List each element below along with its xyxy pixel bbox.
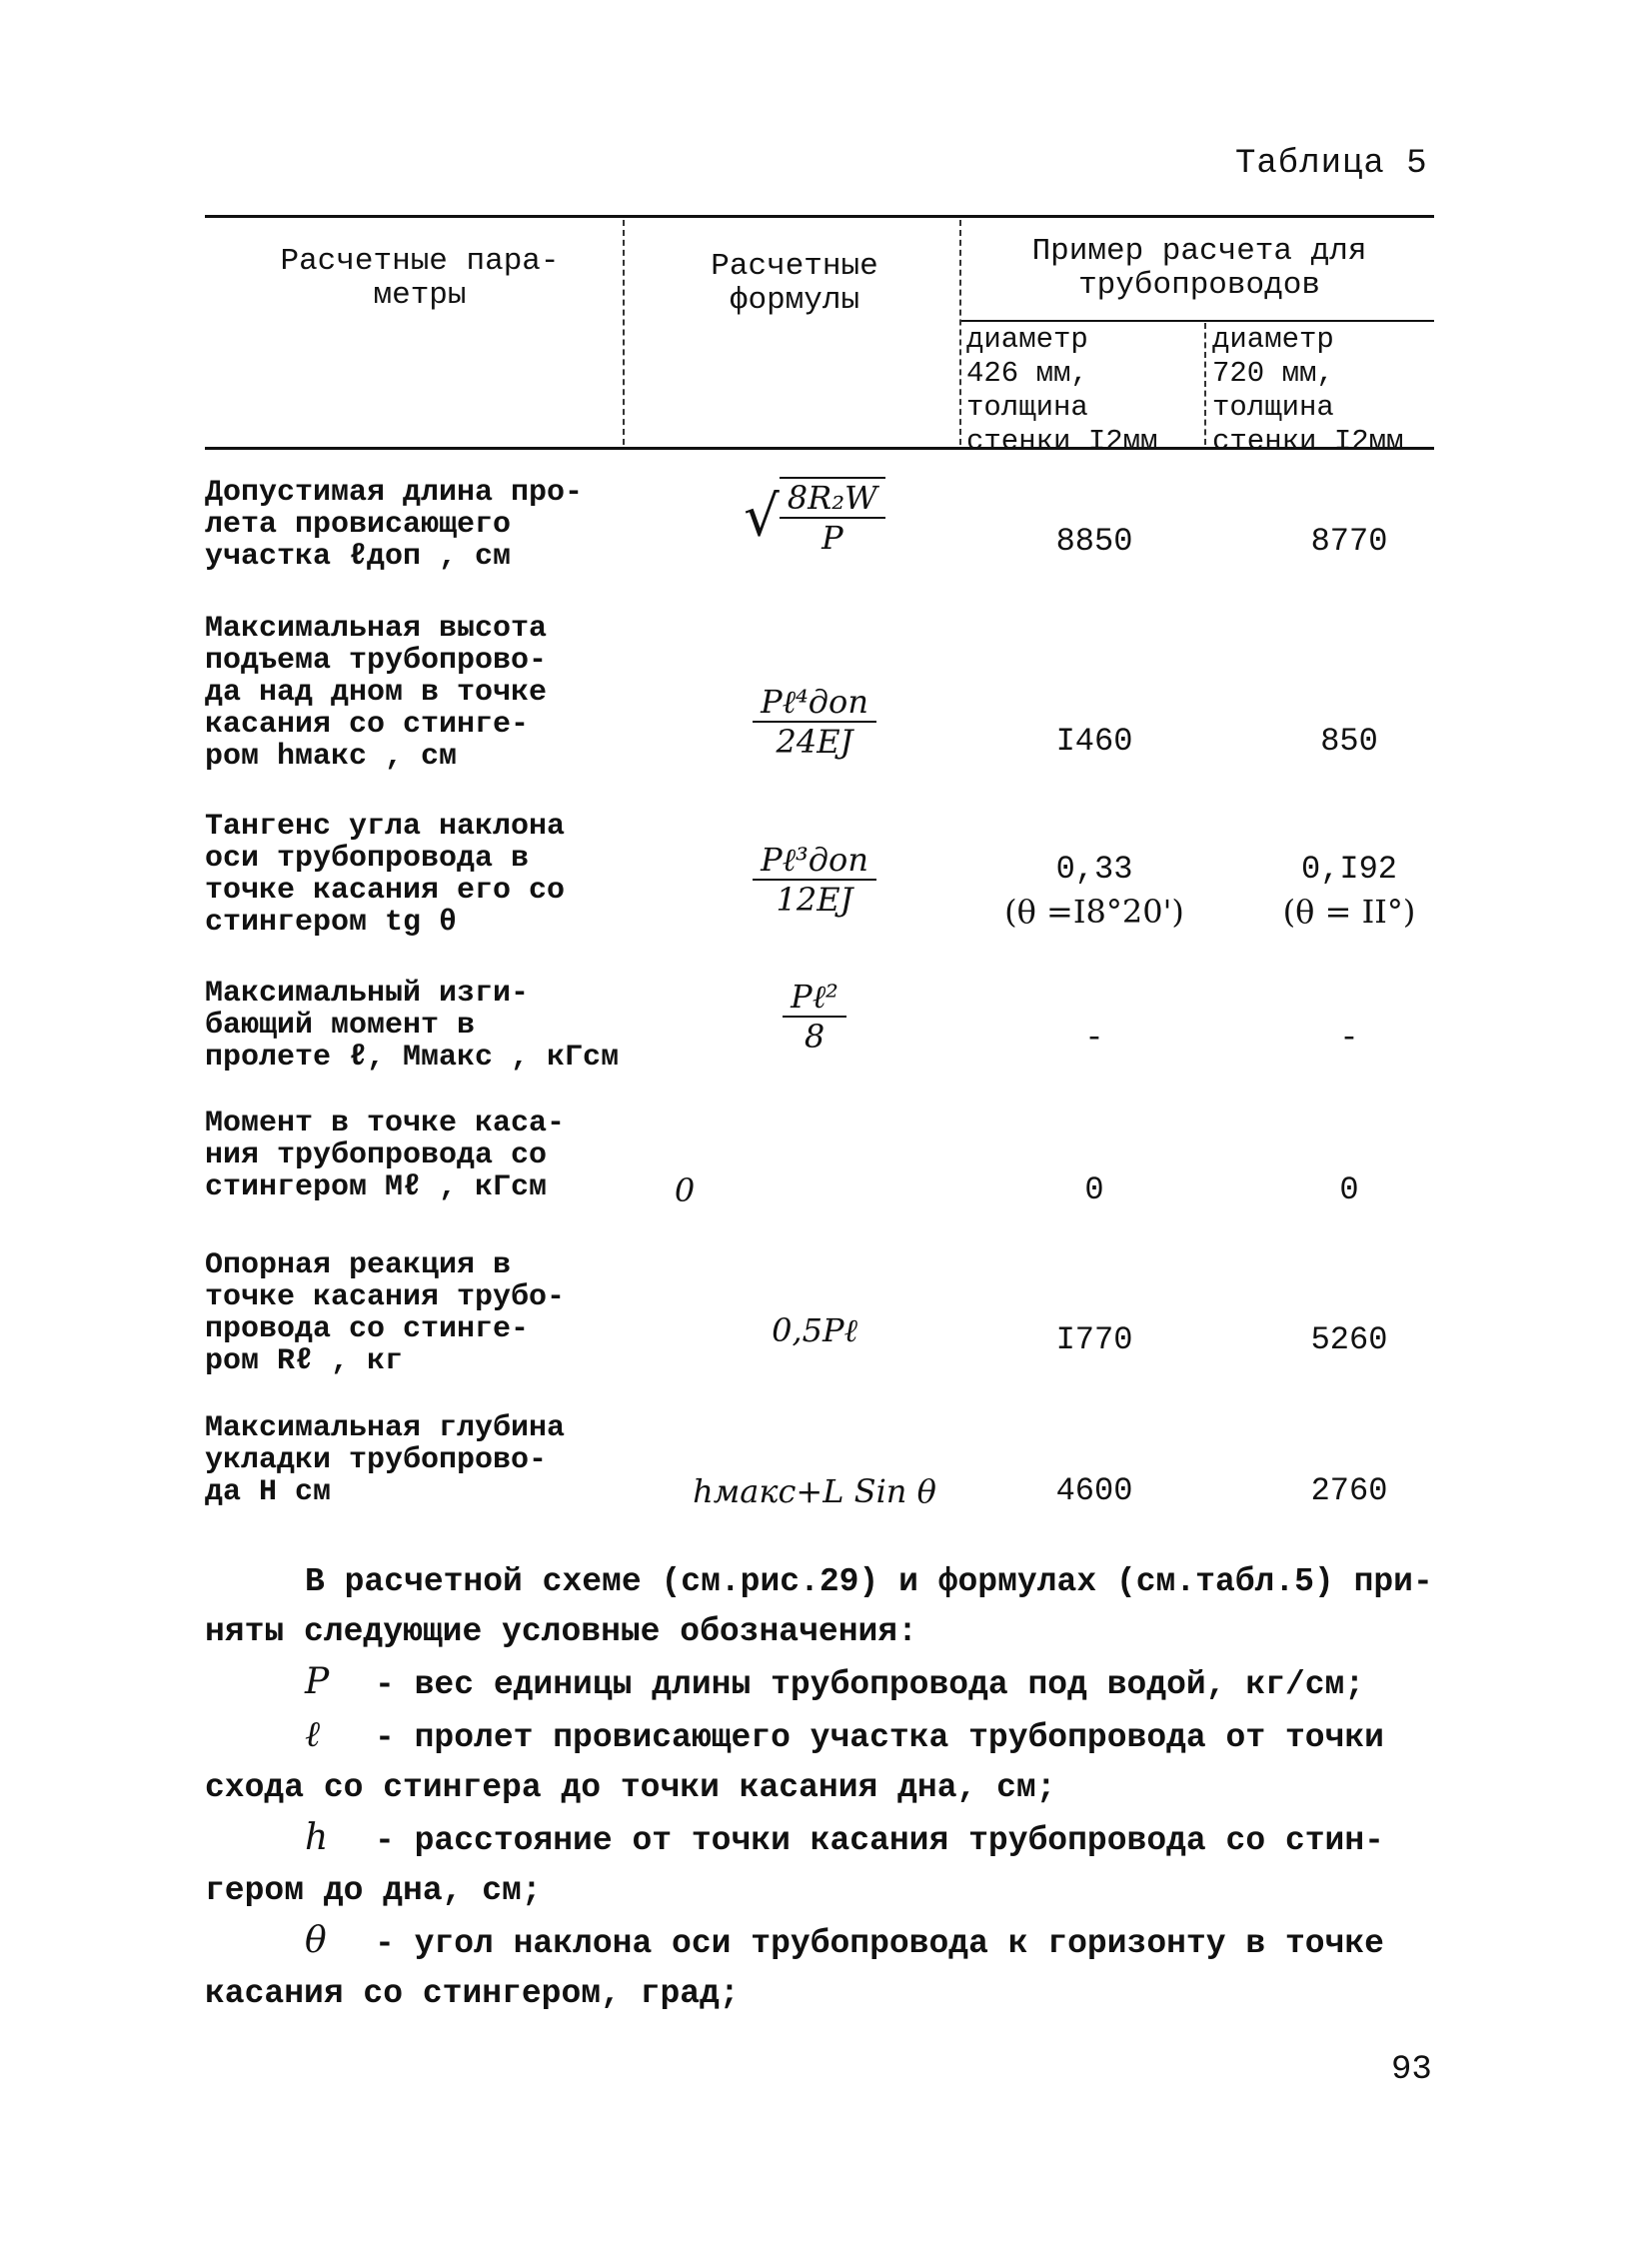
row-param: Максимальный изги- бающий момент в пролете ℓ, Mмакс , кГсм: [205, 977, 620, 1075]
symbol: P: [305, 1661, 330, 1702]
header-col2: диаметр 720 мм, толщина стенки I2мм: [1212, 323, 1404, 458]
column-divider: [959, 220, 961, 445]
definition-line: [205, 1763, 1444, 1813]
table-subheader-rule: [959, 320, 1434, 322]
formula-numerator: 8R₂W: [780, 479, 885, 519]
row-param: Максимальная глубина укладки трубопрово- да H см: [205, 1411, 566, 1509]
row-value-720: -: [1339, 1020, 1359, 1057]
column-divider: [623, 220, 625, 445]
row-param: Максимальная высота подъема трубопрово- да над дном в точке касания со стинге- ром hмакс , см: [205, 612, 548, 774]
definition-line: [205, 1657, 1444, 1710]
row-formula: [675, 978, 954, 1056]
table-row: [205, 1108, 1434, 1227]
formula-numerator: Pℓ⁴доп: [753, 683, 876, 723]
header-col1: диаметр 426 мм, толщина стенки I2мм: [966, 323, 1158, 458]
definition-text: - пролет провисающего участка трубопровода от точки: [375, 1719, 1384, 1756]
table-caption: Таблица 5: [1235, 145, 1428, 183]
row-angle-720: (θ = II°): [1282, 893, 1416, 931]
formula-denominator: 24EJ: [776, 723, 853, 761]
formula-denominator: P: [822, 519, 843, 557]
formula-numerator: Pℓ²: [783, 978, 846, 1018]
row-formula: 0,5Pℓ: [772, 1311, 857, 1349]
row-param: Допустимая длина про- лета провисающего участка ℓдоп , см: [205, 476, 584, 574]
table-row: [205, 1412, 1434, 1532]
definition-line: [205, 1813, 1444, 1866]
row-value-720: 2760: [1310, 1472, 1388, 1509]
formula-denominator: 12EJ: [776, 881, 853, 919]
definition-text: - расстояние от точки касания трубопровода со стин-: [375, 1822, 1384, 1859]
symbol: θ: [305, 1920, 327, 1961]
header-example: Пример расчета для трубопроводов: [1031, 234, 1367, 303]
row-param: Опорная реакция в точке касания трубо- провода со стинге- ром Rℓ , кг: [205, 1248, 566, 1378]
definition-text: - вес единицы длины трубопровода под водой, кг/см;: [375, 1666, 1365, 1703]
row-value-720: 850: [1320, 723, 1378, 760]
row-value-720: 0,I92: [1300, 851, 1397, 888]
definition-text: - угол наклона оси трубопровода к горизонту в точке: [375, 1925, 1384, 1962]
table-row: [205, 811, 1434, 971]
definition-line: [205, 1969, 1444, 2019]
formula-denominator: 8: [804, 1018, 826, 1056]
page-number: 93: [1391, 2051, 1432, 2089]
table-top-rule: [205, 215, 1434, 218]
column-divider: [1204, 323, 1206, 445]
row-value-720: 8770: [1310, 523, 1388, 560]
row-value-720: 5260: [1310, 1321, 1388, 1358]
row-value-426: I770: [1055, 1321, 1133, 1358]
row-formula: [675, 841, 954, 919]
row-value-720: 0: [1339, 1171, 1359, 1208]
definition-text: гером до дна, см;: [205, 1872, 542, 1909]
notation-text: [205, 1557, 1444, 2019]
symbol: h: [305, 1817, 329, 1858]
table-row: [205, 978, 1434, 1108]
header-params: Расчетные пара- метры: [280, 244, 560, 313]
row-formula: √ $\frac{\text{8R₂W}}{P}$: [675, 477, 954, 557]
definition-line: [205, 1916, 1444, 1969]
row-value-426: 4600: [1055, 1472, 1133, 1509]
symbol: ℓ: [305, 1714, 320, 1755]
definition-text: схода со стингера до точки касания дна, см;: [205, 1769, 1056, 1806]
definition-line: [205, 1710, 1444, 1763]
definition-line: [205, 1866, 1444, 1916]
definition-text: касания со стингером, град;: [205, 1975, 740, 2012]
row-param: Тангенс угла наклона оси трубопровода в точке касания его со стингером tg θ: [205, 810, 566, 940]
row-value-426: I460: [1055, 723, 1133, 760]
header-formulas: Расчетные формулы: [711, 249, 878, 318]
row-formula: hмакс+L Sin θ: [693, 1472, 936, 1510]
row-value-426: -: [1084, 1020, 1104, 1057]
row-formula: 0: [674, 1171, 696, 1209]
row-value-426: 8850: [1055, 523, 1133, 560]
intro-paragraph: В расчетной схеме (см.рис.29) и формулах (см.табл.5) при- няты следующие условные обозначения:: [205, 1563, 1433, 1650]
row-value-426: 0: [1084, 1171, 1104, 1208]
row-angle-426: (θ =I8°20'): [1004, 893, 1184, 931]
formula-numerator: Pℓ³доп: [753, 841, 876, 881]
table-row: [205, 613, 1434, 813]
row-value-426: 0,33: [1055, 851, 1133, 888]
row-formula: [675, 683, 954, 761]
table-row: [205, 1249, 1434, 1399]
row-param: Момент в точке каса- ния трубопровода со стингером Mℓ , кГсм: [205, 1107, 566, 1204]
